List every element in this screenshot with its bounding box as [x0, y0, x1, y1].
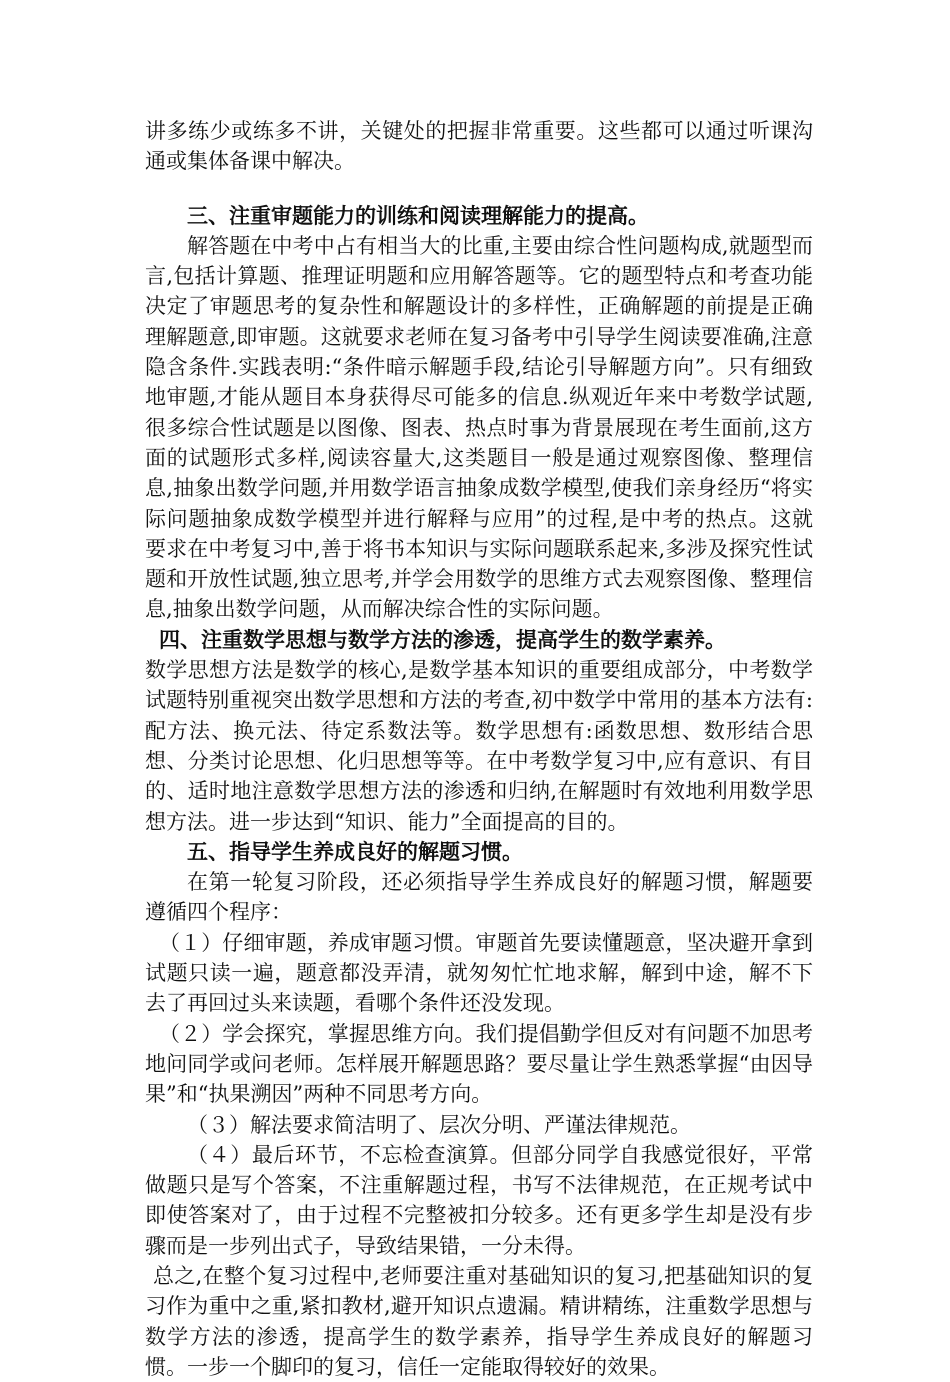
paragraph-step-2: （２）学会探究，掌握思维方向。我们提倡勤学但反对有问题不加思考地问同学或问老师。怎样展开解题思路？要尽量让学生熟悉掌握“由因导果”和“执果溯因”两种不同思考方向。 [145, 1021, 813, 1107]
section-heading-5: 五、指导学生养成良好的解题习惯。 [187, 838, 523, 864]
paragraph-step-4: （４）最后环节，不忘检查演算。但部分同学自我感觉很好，平常做题只是写个答案，不注重解题过程，书写不法律规范，在正规考试中即使答案对了，由于过程不完整被扣分较多。还有更多学生却是没有步骤而是一步列出式子，导致结果错，一分未得。 [145, 1142, 813, 1258]
paragraph-continuation: 讲多练少或练多不讲，关键处的把握非常重要。这些都可以通过听课沟通或集体备课中解决。 [145, 119, 813, 174]
paragraph-conclusion: 总之,在整个复习过程中,老师要注重对基础知识的复习,把基础知识的复习作为重中之重,紧扣教材,避开知识点遗漏。精讲精练，注重数学思想与数学方法的渗透，提高学生的数学素养，指导学生养成良好的解题习惯。一步一个脚印的复习，信任一定能取得较好的效果。 [145, 1263, 813, 1379]
paragraph-step-1: （１）仔细审题，养成审题习惯。审题首先要读懂题意，坚决避开拿到试题只读一遍，题意都没弄清，就匆匆忙忙地求解，解到中途，解不下去了再回过头来读题，看哪个条件还没发现。 [145, 930, 813, 1016]
paragraph-reading-comprehension: 解答题在中考中占有相当大的比重,主要由综合性问题构成,就题型而言,包括计算题、推理证明题和应用解答题等。它的题型特点和考查功能决定了审题思考的复杂性和解题设计的多样性，正确解题的前提是正确理解题意,即审题。这就要求老师在复习备考中引导学生阅读要准确,注意隐含条件.实践表明:“条件暗示解题手段,结论引导解题方向”。只有细致地审题,才能从题目本身获得尽可能多的信息.纵观近年来中考数学试题,很多综合性试题是以图像、图表、热点时事为背景展现在考生面前,这方面的试题形式多样,阅读容量大,这类题目一般是通过观察图像、整理信息,抽象出数学问题,并用数学语言抽象成数学模型,使我们亲身经历“将实际问题抽象成数学模型并进行解释与应用”的过程,是中考的热点。这就要求在中考复习中,善于将书本知识与实际问题联系起来,多涉及探究性试题和开放性试题,独立思考,并学会用数学的思维方式去观察图像、整理信息,抽象出数学问题，从而解决综合性的实际问题。 [145, 233, 813, 622]
paragraph-step-3: （３）解法要求简洁明了、层次分明、严谨法律规范。 [187, 1112, 691, 1137]
paragraph-math-thinking: 数学思想方法是数学的核心,是数学基本知识的重要组成部分，中考数学试题特别重视突出数学思想和方法的考查,初中数学中常用的基本方法有:配方法、换元法、待定系数法等。数学思想有:函数思想、数形结合思想、分类讨论思想、化归思想等等。在中考数学复习中,应有意识、有目的、适时地注意数学思想方法的渗透和归纳,在解题时有效地利用数学思想方法。进一步达到“知识、能力”全面提高的目的。 [145, 658, 813, 834]
paragraph-gap [145, 177, 813, 201]
section-heading-3: 三、注重审题能力的训练和阅读理解能力的提高。 [187, 202, 649, 228]
section-heading-4: 四、注重数学思想与数学方法的渗透，提高学生的数学素养。 [159, 626, 726, 652]
paragraph-habits-intro: 在第一轮复习阶段，还必须指导学生养成良好的解题习惯，解题要遵循四个程序： [145, 870, 813, 925]
document-body [145, 116, 813, 1382]
